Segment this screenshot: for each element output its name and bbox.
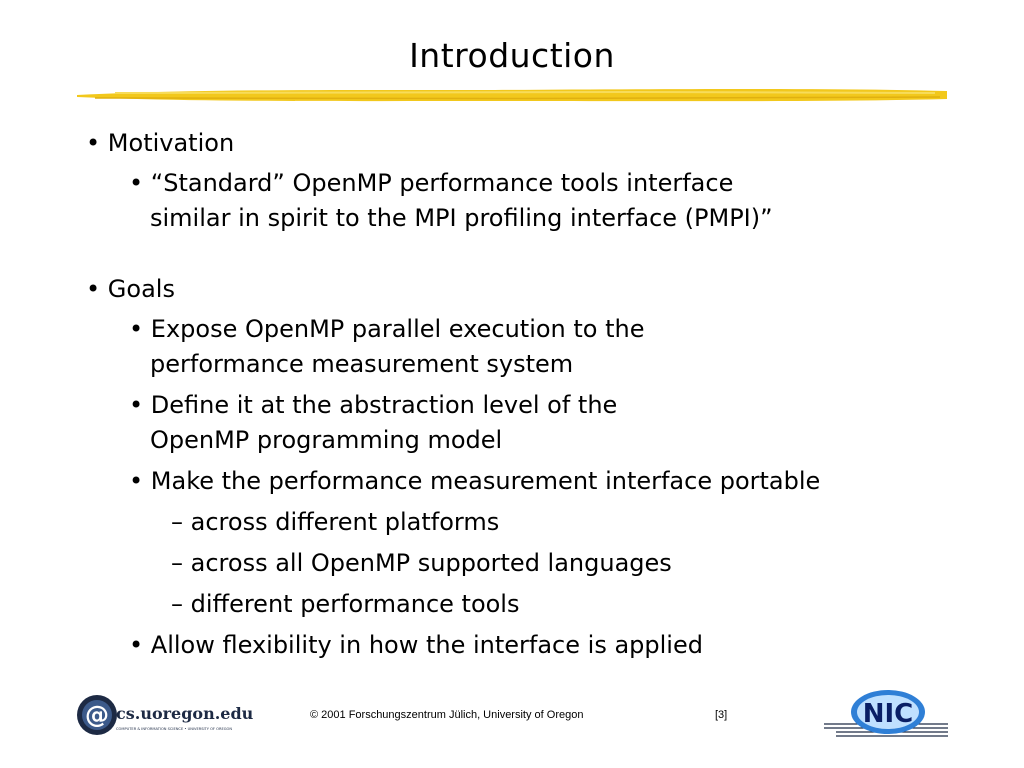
dash-mark: – (171, 549, 183, 577)
bullet-mark: • (86, 129, 101, 157)
bullet-mark: • (129, 315, 144, 343)
bullet-text-line: Define it at the abstraction level of the (150, 391, 618, 419)
bullet-mark: • (129, 391, 144, 419)
dash-text: across all OpenMP supported languages (190, 549, 672, 577)
sub-bullet-portable (86, 464, 966, 499)
bullet-mark: • (129, 467, 144, 495)
bullet-goals (86, 272, 966, 306)
bullet-text-line: Make the performance measurement interface portable (150, 467, 821, 495)
dash-mark: – (171, 590, 183, 618)
logo-tagline: COMPUTER & INFORMATION SCIENCE • UNIVERSITY OF OREGON (116, 727, 233, 731)
bullet-mark: • (129, 631, 144, 659)
nic-logo (822, 688, 950, 740)
sub-bullet-flexibility (86, 628, 966, 663)
sub-bullet-define (86, 388, 966, 458)
bullet-text-line: “Standard” OpenMP performance tools interface (150, 169, 734, 197)
sub-bullet-standard-interface (86, 166, 966, 236)
logo-domain-text: cs.uoregon.edu (116, 704, 254, 723)
bullet-text-line: OpenMP programming model (150, 426, 503, 454)
bullet-text: Motivation (107, 129, 235, 157)
sub-bullet-expose (86, 312, 966, 382)
bullet-text: Goals (107, 275, 175, 303)
slide-title: Introduction (409, 36, 615, 75)
dash-text: across different platforms (190, 508, 500, 536)
bullet-text-line: similar in spirit to the MPI profiling interface (PMPI)” (150, 204, 773, 232)
bullet-text-line: performance measurement system (150, 350, 574, 378)
bullet-mark: • (129, 169, 144, 197)
slide-content (86, 126, 966, 663)
bullet-motivation (86, 126, 966, 160)
dash-item-platforms (86, 505, 966, 540)
bullet-text-line: Allow flexibility in how the interface is applied (150, 631, 703, 659)
logo-at-symbol: @ (85, 701, 109, 729)
dash-item-languages (86, 546, 966, 581)
dash-item-tools (86, 587, 966, 622)
uoregon-cs-logo (76, 692, 254, 738)
title-underline-brushstroke (75, 84, 950, 106)
nic-logo-text: NIC (862, 699, 914, 729)
dash-mark: – (171, 508, 183, 536)
bullet-mark: • (86, 275, 101, 303)
dash-text: different performance tools (190, 590, 520, 618)
bullet-text-line: Expose OpenMP parallel execution to the (150, 315, 645, 343)
page-number: [3] (715, 709, 728, 721)
footer-copyright: © 2001 Forschungszentrum Jülich, University of Oregon (310, 709, 584, 721)
